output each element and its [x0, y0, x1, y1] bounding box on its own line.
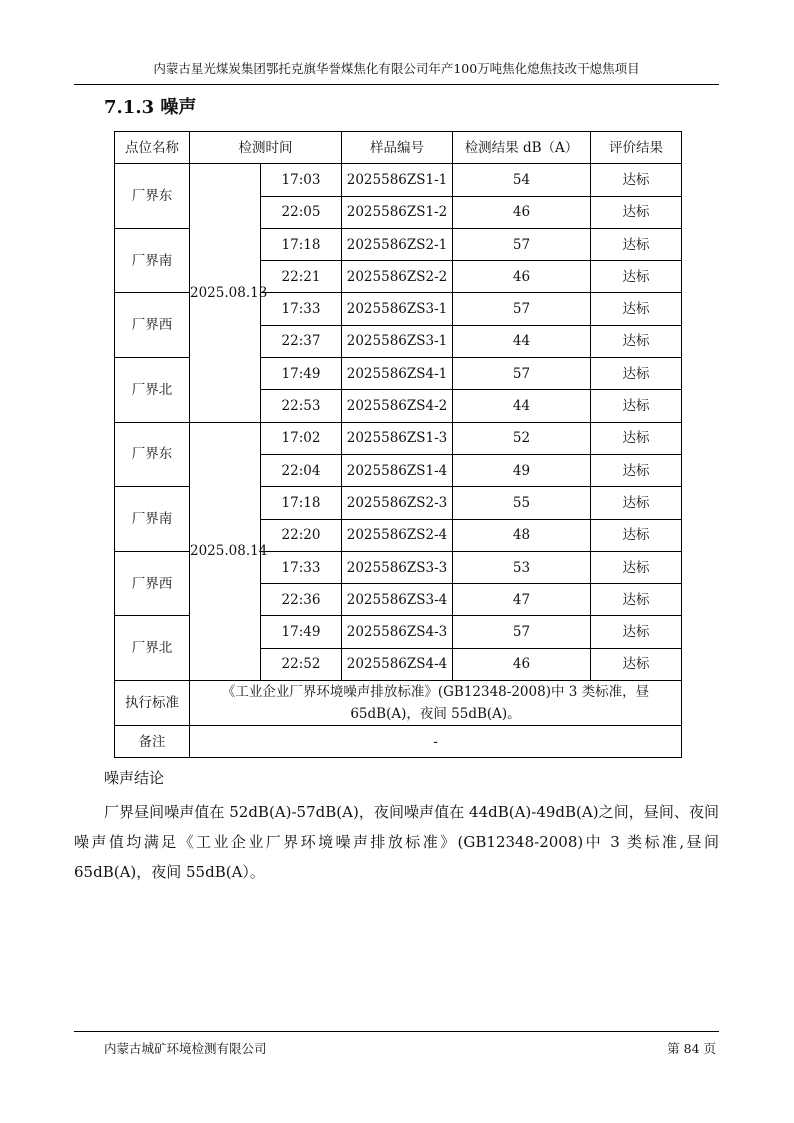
standard-label: 执行标准 — [115, 681, 190, 726]
evaluation-cell: 达标 — [591, 293, 682, 325]
sample-cell: 2025586ZS4-2 — [342, 390, 453, 422]
location-cell: 厂界北 — [115, 616, 190, 681]
location-cell: 厂界南 — [115, 228, 190, 293]
note-label: 备注 — [115, 726, 190, 758]
result-cell: 46 — [453, 648, 591, 680]
date-cell: 2025.08.14 — [190, 422, 261, 680]
time-cell: 17:18 — [261, 228, 342, 260]
noise-table — [114, 131, 682, 758]
result-cell: 57 — [453, 616, 591, 648]
location-cell: 厂界东 — [115, 422, 190, 487]
evaluation-cell: 达标 — [591, 358, 682, 390]
result-cell: 46 — [453, 261, 591, 293]
sample-cell: 2025586ZS3-1 — [342, 325, 453, 357]
evaluation-cell: 达标 — [591, 454, 682, 486]
evaluation-cell: 达标 — [591, 325, 682, 357]
result-cell: 57 — [453, 293, 591, 325]
section-title: 7.1.3 噪声 — [104, 97, 197, 118]
conclusion-heading: 噪声结论 — [104, 769, 165, 787]
header-divider — [74, 84, 719, 85]
standard-row — [115, 681, 682, 726]
result-cell: 57 — [453, 358, 591, 390]
sample-cell: 2025586ZS2-1 — [342, 228, 453, 260]
sample-cell: 2025586ZS4-1 — [342, 358, 453, 390]
evaluation-cell: 达标 — [591, 422, 682, 454]
sample-cell: 2025586ZS3-4 — [342, 584, 453, 616]
table-row — [115, 164, 682, 196]
time-cell: 22:20 — [261, 519, 342, 551]
header-result: 检测结果 dB（A） — [453, 132, 591, 164]
footer-company: 内蒙古城矿环境检测有限公司 — [104, 1041, 267, 1056]
evaluation-cell: 达标 — [591, 616, 682, 648]
sample-cell: 2025586ZS2-3 — [342, 487, 453, 519]
sample-cell: 2025586ZS1-4 — [342, 454, 453, 486]
time-cell: 17:49 — [261, 616, 342, 648]
result-cell: 44 — [453, 390, 591, 422]
evaluation-cell: 达标 — [591, 487, 682, 519]
sample-cell: 2025586ZS2-4 — [342, 519, 453, 551]
footer-divider — [74, 1031, 719, 1032]
location-cell: 厂界南 — [115, 487, 190, 552]
time-cell: 22:53 — [261, 390, 342, 422]
header-sample: 样品编号 — [342, 132, 453, 164]
location-cell: 厂界西 — [115, 551, 190, 616]
table-row — [115, 422, 682, 454]
result-cell: 54 — [453, 164, 591, 196]
result-cell: 52 — [453, 422, 591, 454]
time-cell: 17:49 — [261, 358, 342, 390]
sample-cell: 2025586ZS1-1 — [342, 164, 453, 196]
result-cell: 44 — [453, 325, 591, 357]
evaluation-cell: 达标 — [591, 648, 682, 680]
sample-cell: 2025586ZS3-3 — [342, 551, 453, 583]
time-cell: 17:33 — [261, 551, 342, 583]
time-cell: 17:03 — [261, 164, 342, 196]
evaluation-cell: 达标 — [591, 228, 682, 260]
page-header: 内蒙古星光煤炭集团鄂托克旗华誉煤焦化有限公司年产100万吨焦化熄焦技改干熄焦项目 — [153, 61, 640, 76]
location-cell: 厂界东 — [115, 164, 190, 229]
result-cell: 49 — [453, 454, 591, 486]
header-time: 检测时间 — [190, 132, 342, 164]
time-cell: 22:21 — [261, 261, 342, 293]
location-cell: 厂界西 — [115, 293, 190, 358]
time-cell: 17:02 — [261, 422, 342, 454]
sample-cell: 2025586ZS4-4 — [342, 648, 453, 680]
sample-cell: 2025586ZS1-3 — [342, 422, 453, 454]
result-cell: 48 — [453, 519, 591, 551]
time-cell: 17:18 — [261, 487, 342, 519]
time-cell: 22:36 — [261, 584, 342, 616]
result-cell: 47 — [453, 584, 591, 616]
note-row — [115, 726, 682, 758]
sample-cell: 2025586ZS2-2 — [342, 261, 453, 293]
evaluation-cell: 达标 — [591, 261, 682, 293]
evaluation-cell: 达标 — [591, 584, 682, 616]
result-cell: 53 — [453, 551, 591, 583]
page-number: 第 84 页 — [667, 1041, 716, 1056]
time-cell: 17:33 — [261, 293, 342, 325]
evaluation-cell: 达标 — [591, 164, 682, 196]
standard-text: 《工业企业厂界环境噪声排放标准》(GB12348-2008)中 3 类标准，昼 65dB(A)，夜间 55dB(A)。 — [190, 681, 682, 726]
header-evaluation: 评价结果 — [591, 132, 682, 164]
time-cell: 22:52 — [261, 648, 342, 680]
time-cell: 22:37 — [261, 325, 342, 357]
evaluation-cell: 达标 — [591, 390, 682, 422]
time-cell: 22:04 — [261, 454, 342, 486]
table-header-row — [115, 132, 682, 164]
evaluation-cell: 达标 — [591, 196, 682, 228]
evaluation-cell: 达标 — [591, 519, 682, 551]
header-location: 点位名称 — [115, 132, 190, 164]
sample-cell: 2025586ZS1-2 — [342, 196, 453, 228]
note-text: - — [190, 726, 682, 758]
location-cell: 厂界北 — [115, 358, 190, 423]
result-cell: 57 — [453, 228, 591, 260]
sample-cell: 2025586ZS4-3 — [342, 616, 453, 648]
sample-cell: 2025586ZS3-1 — [342, 293, 453, 325]
result-cell: 55 — [453, 487, 591, 519]
result-cell: 46 — [453, 196, 591, 228]
date-cell: 2025.08.13 — [190, 164, 261, 422]
evaluation-cell: 达标 — [591, 551, 682, 583]
conclusion-body: 厂界昼间噪声值在 52dB(A)-57dB(A)，夜间噪声值在 44dB(A)-49dB(A)之间，昼间、夜间噪声值均满足《工业企业厂界环境噪声排放标准》(GB12348-2008)中 3 类标准,昼间 65dB(A)，夜间 55dB(A）。 — [74, 803, 719, 881]
time-cell: 22:05 — [261, 196, 342, 228]
